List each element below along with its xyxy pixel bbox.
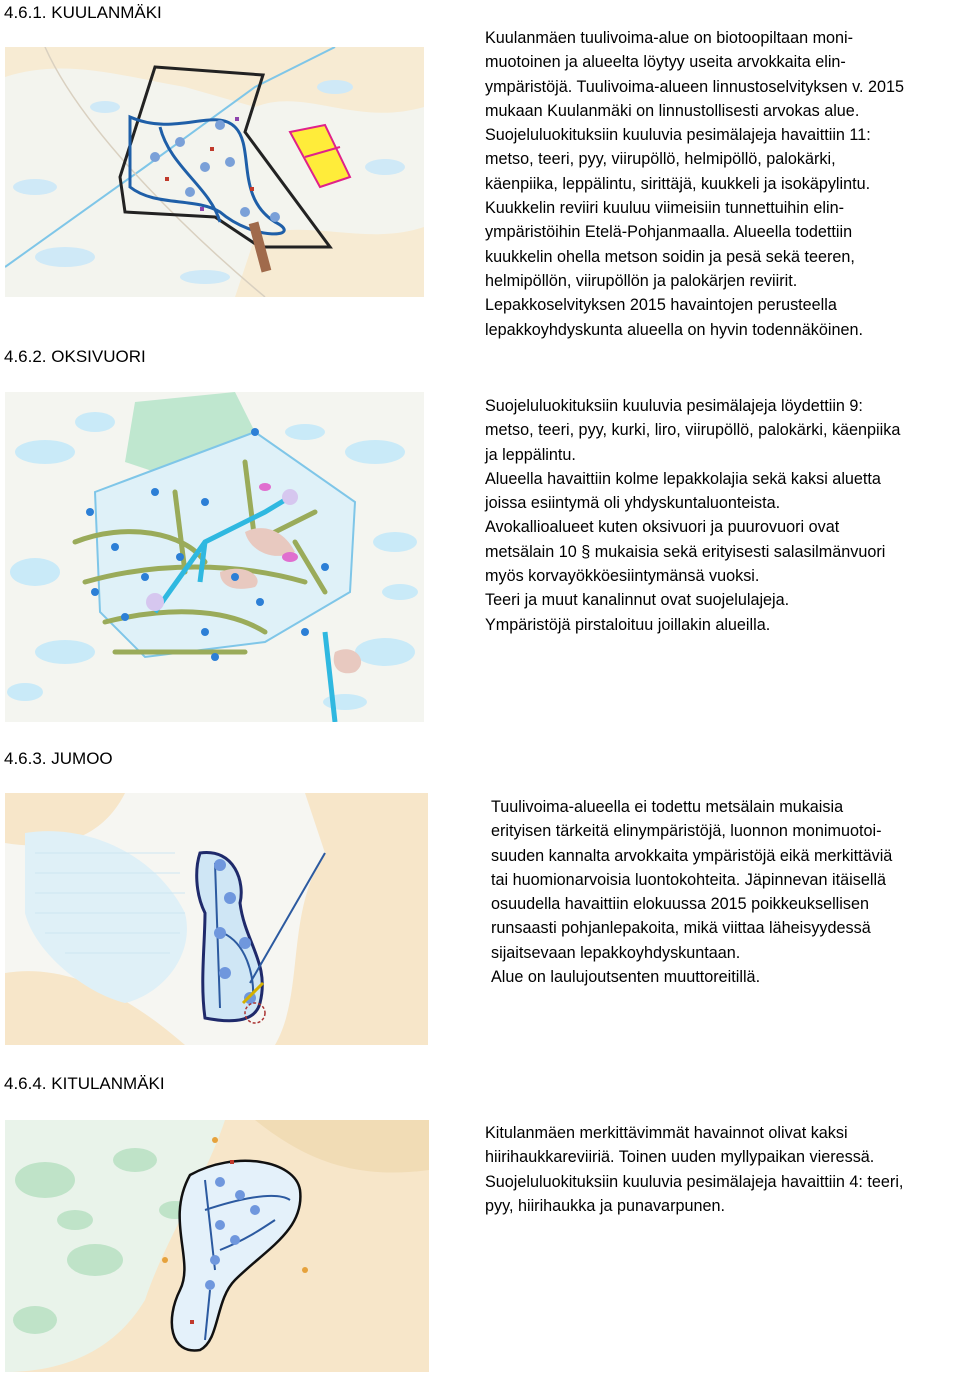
text-line: Teeri ja muut kanalinnut ovat suojelulajeja.: [485, 591, 790, 610]
text-line: osuudella havaittiin elokuussa 2015 poikkeuksellisen: [491, 895, 869, 914]
text-line: metso, teeri, pyy, kurki, liro, viirupöllö, palokärki, käenpiika: [485, 421, 901, 440]
text-line: runsaasti pohjanlepakoita, mikä viittaa läheisyydessä: [491, 919, 871, 938]
text-line: ympäristöihin Etelä-Pohjanmaalla. Alueella todettiin: [485, 223, 853, 242]
text-line: myös korvayökköesiintymänsä vuoksi.: [485, 567, 760, 586]
text-line: Avokallioalueet kuten oksivuori ja puurovuori ovat: [485, 518, 840, 537]
section-heading-oksivuori: 4.6.2. OKSIVUORI: [4, 347, 146, 366]
text-line: tai huomionarvoisia luontokohteita. Jäpinnevan itäisellä: [491, 870, 887, 889]
text-line: Alue on laulujoutsenten muuttoreitillä.: [491, 968, 761, 987]
text-line: kuukkelin ohella metson soidin ja pesä sekä teeren,: [485, 247, 855, 266]
map-jumoo: [5, 793, 428, 1045]
text-line: Kitulanmäen merkittävimmät havainnot olivat kaksi: [485, 1124, 848, 1142]
section-text-kitulanmaki: [485, 1121, 903, 1218]
text-line: Lepakkoselvityksen 2015 havaintojen perusteella: [485, 296, 837, 315]
text-line: sijaitsevaan lepakkoyhdyskuntaan.: [491, 943, 741, 962]
text-line: metsälain 10 § mukaisia sekä erityisesti salasilmänvuori: [485, 542, 886, 561]
section-text-jumoo: [491, 795, 892, 989]
text-line: Tuulivoima-alueella ei todettu metsälain mukaisia: [491, 798, 844, 816]
text-line: helmipöllön, viirupöllön ja palokärjen reviirit.: [485, 271, 798, 290]
text-line: joissa esiintymä oli yhdyskuntaluonteista.: [485, 494, 781, 513]
section-heading-kitulanmaki: 4.6.4. KITULANMÄKI: [4, 1074, 165, 1093]
text-line: Ympäristöjä pirstaloituu joillakin alueilla.: [485, 615, 771, 634]
text-line: hiirihaukkareviiriä. Toinen uuden myllypaikan vieressä.: [485, 1148, 875, 1167]
text-line: muotoinen ja alueelta löytyy useita arvokkaita elin-: [485, 53, 846, 72]
section-heading-kuulanmaki: 4.6.1. KUULANMÄKI: [4, 3, 162, 22]
text-line: mukaan Kuulanmäki on linnustollisesti arvokas alue.: [485, 101, 860, 120]
map-kitulanmaki: [5, 1120, 429, 1372]
text-line: pyy, hiirihaukka ja punavarpunen.: [485, 1196, 725, 1215]
text-line: Alueella havaittiin kolme lepakkolajia sekä kaksi aluetta: [485, 469, 881, 488]
text-line: Suojeluluokituksiin kuuluvia pesimälajeja havaittiin 4: teeri,: [485, 1172, 904, 1191]
text-line: metso, teeri, pyy, viirupöllö, helmipöllö, palokärki,: [485, 150, 836, 169]
text-line: ja leppälintu.: [485, 445, 576, 464]
text-line: Kuulanmäen tuulivoima-alue on biotoopiltaan moni-: [485, 29, 854, 47]
text-line: Suojeluluokituksiin kuuluvia pesimälajeja havaittiin 11:: [485, 126, 871, 145]
text-line: lepakkoyhdyskunta alueella on hyvin todennäköinen.: [485, 320, 863, 339]
text-line: Suojeluluokituksiin kuuluvia pesimälajeja löydettiin 9:: [485, 397, 863, 415]
map-kuulanmaki: [5, 47, 424, 297]
text-line: Kuukkelin reviiri kuuluu viimeisiin tunnettuihin elin-: [485, 199, 844, 218]
section-text-oksivuori: [485, 394, 900, 637]
section-text-kuulanmaki: [485, 26, 904, 342]
text-line: ympäristöjä. Tuulivoima-alueen linnustoselvityksen v. 2015: [485, 77, 904, 96]
section-heading-jumoo: 4.6.3. JUMOO: [4, 749, 113, 768]
map-oksivuori: [5, 392, 424, 722]
text-line: käenpiika, leppälintu, sirittäjä, kuukkeli ja isokäpylintu.: [485, 174, 871, 193]
text-line: suuden kannalta arvokkaita ympäristöjä eikä merkittäviä: [491, 846, 893, 865]
text-line: erityisen tärkeitä elinympäristöjä, luonnon monimuotoi-: [491, 822, 882, 841]
